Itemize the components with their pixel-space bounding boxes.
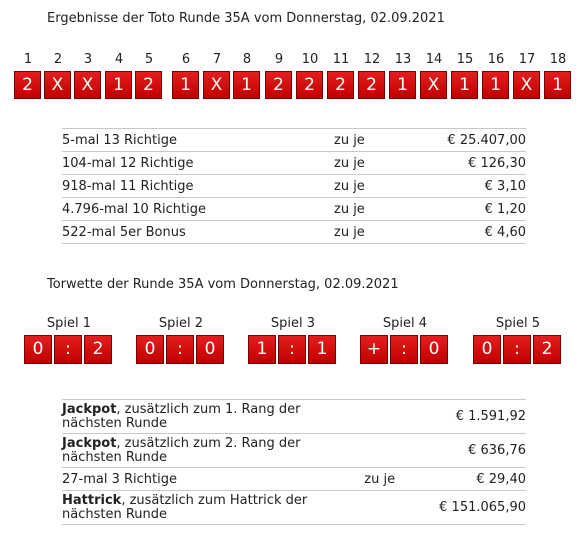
home-goals-cell: + bbox=[360, 335, 388, 364]
score-display bbox=[360, 335, 450, 364]
match-number: 12 bbox=[363, 52, 381, 67]
quote-label: 918-mal 11 Richtige bbox=[62, 175, 334, 198]
score-separator: : bbox=[166, 335, 194, 364]
match-result-cell: X bbox=[203, 71, 230, 99]
quote-amount: € 636,76 bbox=[439, 434, 526, 468]
spiel-label: Spiel 5 bbox=[495, 316, 541, 331]
quote-zuje: zu je bbox=[364, 468, 439, 491]
quote-amount: € 151.065,90 bbox=[439, 491, 526, 525]
match-result-cell: X bbox=[513, 71, 540, 99]
quote-amount: € 25.407,00 bbox=[414, 129, 526, 152]
home-goals-cell: 0 bbox=[473, 335, 501, 364]
match-result-cell: 1 bbox=[233, 71, 260, 99]
quote-amount: € 4,60 bbox=[414, 221, 526, 244]
quote-label bbox=[62, 434, 364, 468]
quote-label-text: , zusätzlich zum Hattrick der nächsten Runde bbox=[62, 493, 308, 522]
match-number: 11 bbox=[332, 52, 350, 67]
quote-label-text: , zusätzlich zum 2. Rang der nächsten Runde bbox=[62, 436, 301, 465]
spiel-2-result bbox=[136, 316, 226, 364]
match-result-cell: 2 bbox=[358, 71, 385, 99]
match-number: 6 bbox=[181, 52, 191, 67]
quote-zuje: zu je bbox=[334, 152, 414, 175]
match-number-row bbox=[11, 52, 581, 68]
quote-zuje bbox=[364, 400, 439, 434]
match-result-cell: 1 bbox=[389, 71, 416, 99]
spiel-label: Spiel 2 bbox=[158, 316, 204, 331]
table-row bbox=[62, 468, 526, 491]
quote-label-bold: Jackpot bbox=[62, 436, 117, 451]
table-row bbox=[62, 152, 526, 175]
away-goals-cell: 1 bbox=[308, 335, 336, 364]
quote-zuje: zu je bbox=[334, 198, 414, 221]
match-result-cell: 1 bbox=[451, 71, 478, 99]
quote-label: 104-mal 12 Richtige bbox=[62, 152, 334, 175]
quote-label-bold: Jackpot bbox=[62, 402, 117, 417]
away-goals-cell: 0 bbox=[420, 335, 448, 364]
away-goals-cell: 2 bbox=[533, 335, 561, 364]
spiel-label: Spiel 4 bbox=[382, 316, 428, 331]
match-result-cell: 1 bbox=[105, 71, 132, 99]
home-goals-cell: 0 bbox=[136, 335, 164, 364]
table-row bbox=[62, 491, 526, 525]
table-row bbox=[62, 175, 526, 198]
match-result-cell: 1 bbox=[482, 71, 509, 99]
match-number: 3 bbox=[83, 52, 93, 67]
match-number: 18 bbox=[549, 52, 567, 67]
spiel-5-result bbox=[473, 316, 563, 364]
match-number: 7 bbox=[212, 52, 222, 67]
table-row bbox=[62, 129, 526, 152]
score-display bbox=[248, 335, 338, 364]
match-number: 9 bbox=[274, 52, 284, 67]
quote-zuje: zu je bbox=[334, 221, 414, 244]
match-number: 10 bbox=[301, 52, 319, 67]
torwette-quotes-table bbox=[62, 399, 526, 525]
score-display bbox=[473, 335, 563, 364]
spiel-label: Spiel 1 bbox=[46, 316, 92, 331]
quote-label: 4.796-mal 10 Richtige bbox=[62, 198, 334, 221]
quote-amount: € 3,10 bbox=[414, 175, 526, 198]
quote-label-text: , zusätzlich zum 1. Rang der nächsten Runde bbox=[62, 402, 301, 431]
match-number: 14 bbox=[425, 52, 443, 67]
match-result-cell: 2 bbox=[135, 71, 162, 99]
match-number: 2 bbox=[53, 52, 63, 67]
match-number: 17 bbox=[518, 52, 536, 67]
quote-label: 5-mal 13 Richtige bbox=[62, 129, 334, 152]
score-display bbox=[136, 335, 226, 364]
quote-amount: € 29,40 bbox=[439, 468, 526, 491]
quote-label-bold: Hattrick bbox=[62, 493, 122, 508]
match-result-cell: 2 bbox=[296, 71, 323, 99]
table-row bbox=[62, 221, 526, 244]
score-display bbox=[24, 335, 114, 364]
table-row bbox=[62, 434, 526, 468]
quote-zuje bbox=[364, 434, 439, 468]
table-row bbox=[62, 198, 526, 221]
spiel-4-result bbox=[360, 316, 450, 364]
match-number: 5 bbox=[144, 52, 154, 67]
quote-label bbox=[62, 400, 364, 434]
match-number: 16 bbox=[487, 52, 505, 67]
match-result-cell: 2 bbox=[14, 71, 41, 99]
match-number: 4 bbox=[114, 52, 124, 67]
match-result-cell: X bbox=[74, 71, 101, 99]
spiel-1-result bbox=[24, 316, 114, 364]
match-number: 1 bbox=[23, 52, 33, 67]
score-separator: : bbox=[503, 335, 531, 364]
quote-zuje: zu je bbox=[334, 129, 414, 152]
spiel-label: Spiel 3 bbox=[270, 316, 316, 331]
quote-amount: € 126,30 bbox=[414, 152, 526, 175]
toto-results-title: Ergebnisse der Toto Runde 35A vom Donnerstag, 02.09.2021 bbox=[47, 11, 445, 26]
score-separator: : bbox=[278, 335, 306, 364]
match-result-cell: X bbox=[420, 71, 447, 99]
quote-label: 522-mal 5er Bonus bbox=[62, 221, 334, 244]
match-result-cell: 2 bbox=[265, 71, 292, 99]
match-result-cell: 1 bbox=[172, 71, 199, 99]
match-number: 8 bbox=[242, 52, 252, 67]
score-separator: : bbox=[390, 335, 418, 364]
quote-zuje: zu je bbox=[334, 175, 414, 198]
home-goals-cell: 1 bbox=[248, 335, 276, 364]
quote-amount: € 1.591,92 bbox=[439, 400, 526, 434]
spiel-3-result bbox=[248, 316, 338, 364]
away-goals-cell: 0 bbox=[196, 335, 224, 364]
quote-label bbox=[62, 468, 364, 491]
quote-label bbox=[62, 491, 364, 525]
match-number: 13 bbox=[394, 52, 412, 67]
quote-label-text: 27-mal 3 Richtige bbox=[62, 471, 178, 487]
home-goals-cell: 0 bbox=[24, 335, 52, 364]
torwette-title: Torwette der Runde 35A vom Donnerstag, 02.09.2021 bbox=[47, 277, 399, 292]
match-result-cell: 2 bbox=[327, 71, 354, 99]
match-number: 15 bbox=[456, 52, 474, 67]
match-result-cell: 1 bbox=[544, 71, 571, 99]
quote-amount: € 1,20 bbox=[414, 198, 526, 221]
table-row bbox=[62, 400, 526, 434]
quote-zuje bbox=[364, 491, 439, 525]
match-result-cell: X bbox=[44, 71, 71, 99]
away-goals-cell: 2 bbox=[84, 335, 112, 364]
toto-quotes-table bbox=[62, 128, 526, 244]
score-separator: : bbox=[54, 335, 82, 364]
match-result-row bbox=[11, 71, 581, 101]
